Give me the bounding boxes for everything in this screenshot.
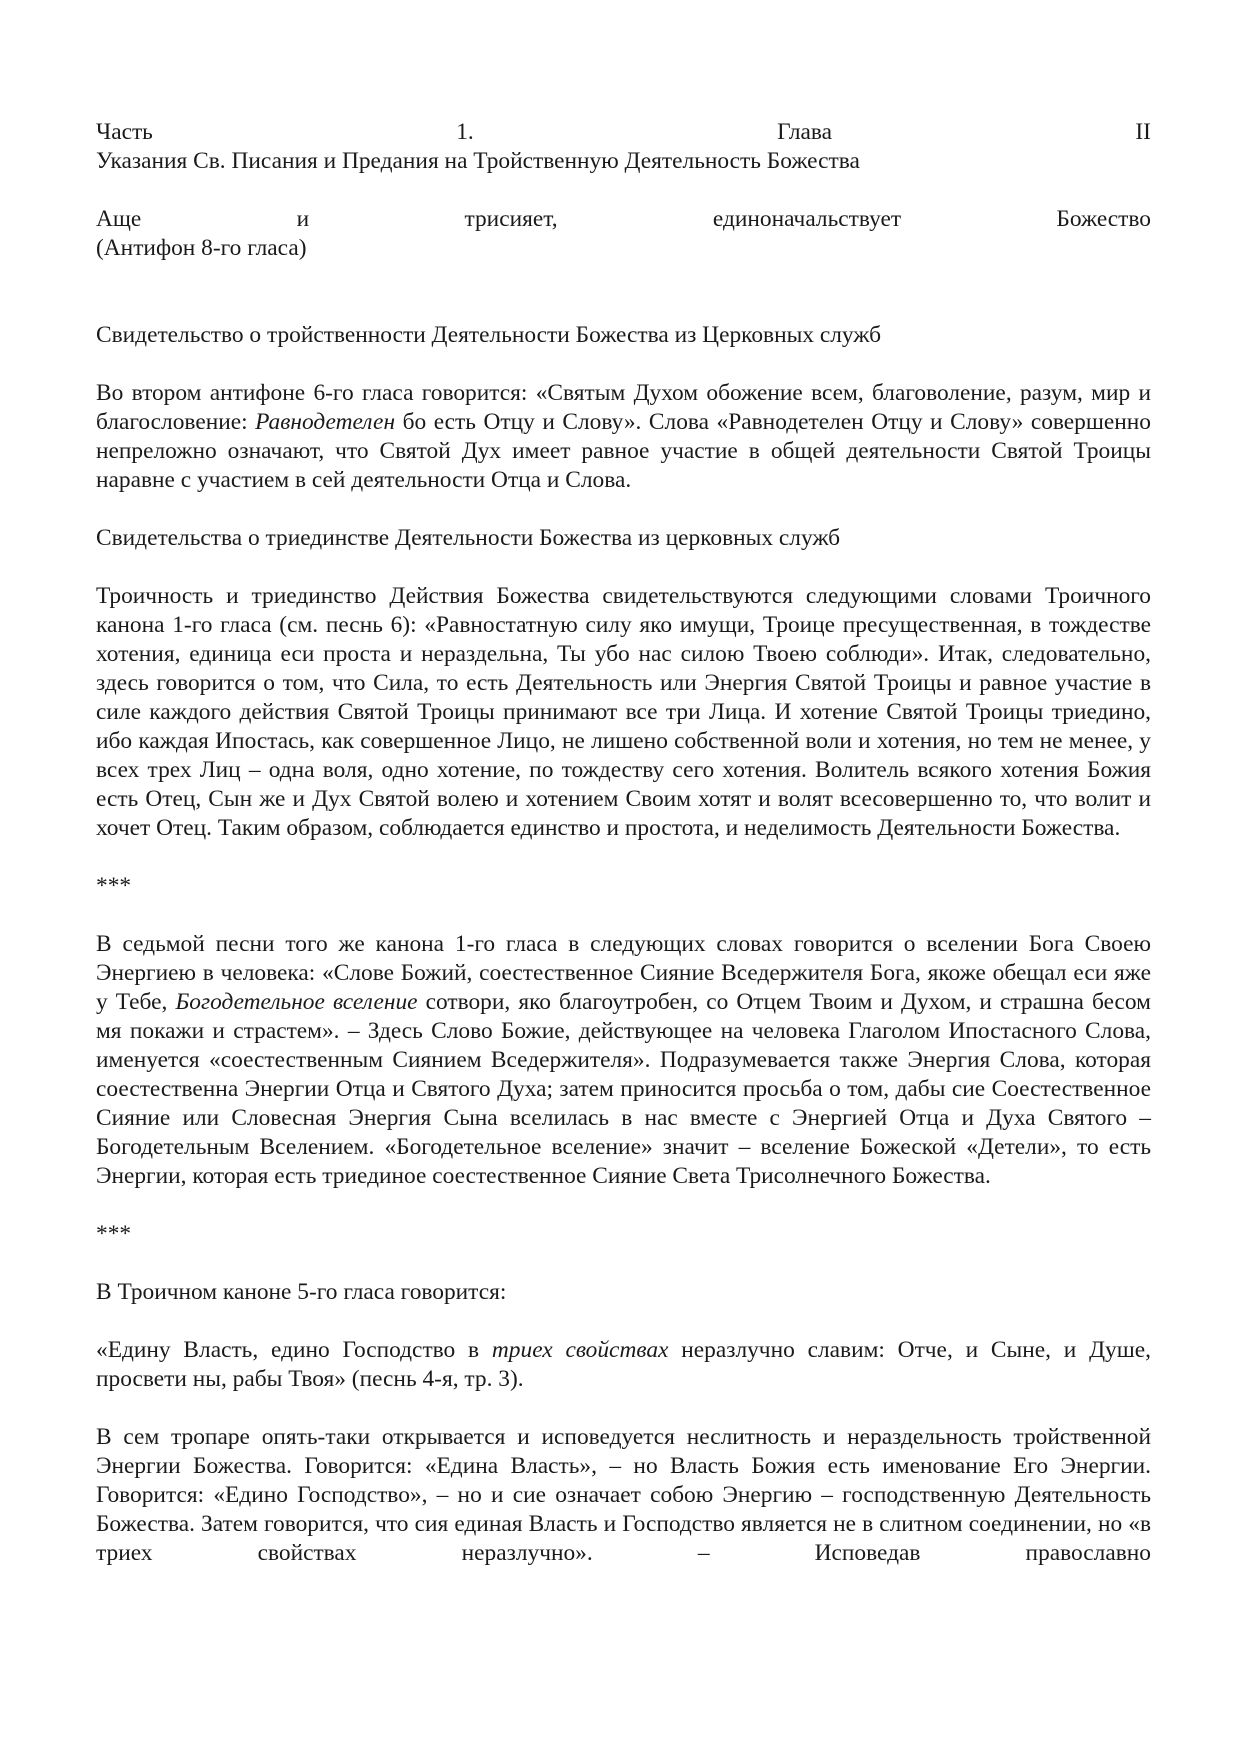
epigraph-word: и — [296, 206, 310, 232]
paragraph-5 — [96, 1336, 1151, 1394]
epigraph-word: единоначальствует — [712, 206, 902, 232]
paragraph-4: В Троичном каноне 5-го гласа говорится: — [96, 1279, 507, 1305]
paragraph-2: Троичность и триединство Действия Божества свидетельствуются следующими словами Троичного канона 1-го гласа (см. песнь 6): «Равностатную силу яко имущи, Троице пресущественная, в тождестве хотения, единица еси проста и нераздельна, Ты убо нас силою Твоею соблюди». Итак, следовательно, здесь говорится о том, что Сила, то есть Деятельность или Энергия Святой Троицы и равное участие в силе каждого действия Святой Троицы принимают все три Лица. И хотение Святой Троицы триедино, ибо каждая Ипостась, как совершенное Лицо, не лишено собственной воли и хотения, но тем не менее, у всех трех Лиц – одна воля, одно хотение, по тождеству сего хотения. Волитель всякого хотения Божия есть Отец, Сын же и Дух Святой волею и хотением Своим хотят и волят всесовершенно то, что волит и хочет Отец. Таким образом, соблюдается единство и простота, и неделимость Деятельности Божества. — [96, 583, 1151, 841]
chapter-heading — [96, 118, 1151, 147]
paragraph-3-text-a: В седьмой песни того же канона 1-го гласа в следующих словах говорится о вселении Бога Своею Энергиею в человека: «Слове Божий, соестественное Сияние Вседержителя Бога, якоже обещал еси яже у Тебе, — [96, 931, 1151, 1015]
paragraph-5-text-a: «Едину Власть, едино Господство в — [96, 1337, 492, 1363]
paragraph-1-text-a: Во втором антифоне 6-го гласа говорится: «Святым Духом обожение всем, благоволение, разум, мир и благословение: — [96, 380, 1151, 435]
paragraph-3-text-b: сотвори, яко благоутробен, со Отцем Твоим и Духом, и страшна бесом мя покажи и страстем». – Здесь Слово Божие, действующее на человека Глаголом Ипостасного Слова, именуется «соестественным Сиянием Вседержителя». Подразумевается также Энергия Слова, которая соестественна Энергии Отца и Святого Духа; затем приносится просьба о том, дабы сие Соестественное Сияние или Словесная Энергия Сына вселилась в нас вместе с Энергией Отца и Духа Святого – Богодетельным Вселением. «Богодетельное вселение» значит – вселение Божеской «Детели», то есть Энергии, которая есть триединое соестественное Сияние Света Трисолнечного Божества. — [96, 989, 1151, 1189]
epigraph-word: Божество — [1056, 206, 1151, 232]
document-page — [96, 118, 1151, 1568]
section-title-1: Свидетельство о тройственности Деятельности Божества из Церковных служб — [96, 322, 882, 348]
epigraph-word: Аще — [96, 206, 142, 232]
epigraph-source: (Антифон 8-го гласа) — [96, 235, 307, 261]
separator-1: *** — [96, 873, 132, 899]
paragraph-5-text-b: неразлучно славим: Отче, и Сыне, и Душе, просвети ны, рабы Твоя» (песнь 4-я, тр. 3). — [96, 1337, 1151, 1392]
paragraph-1-text-b: бо есть Отцу и Слову». Слова «Равнодетелен Отцу и Слову» совершенно непреложно означают, что Святой Дух имеет равное участие в общей деятельности Святой Троицы наравне с участием в сей деятельности Отца и Слова. — [96, 409, 1152, 493]
epigraph-word: трисияет, — [464, 206, 558, 232]
paragraph-3-italic: Богодетельное вселение — [175, 989, 418, 1015]
section-title-2: Свидетельства о триединстве Деятельности Божества из церковных служб — [96, 525, 841, 551]
separator-2: *** — [96, 1221, 132, 1247]
paragraph-1-italic: Равнодетелен — [255, 409, 396, 435]
paragraph-3 — [96, 930, 1151, 1191]
chapter-subtitle: Указания Св. Писания и Предания на Тройственную Деятельность Божества — [96, 148, 860, 174]
paragraph-5-italic: триех свойствах — [491, 1337, 669, 1363]
heading-word-chapter: Глава — [777, 119, 833, 145]
paragraph-6: В сем тропаре опять-таки открывается и исповедуется неслитность и нераздельность тройственной Энергии Божества. Говорится: «Едина Власть», – но Власть Божия есть именование Его Энергии. Говорится: «Едино Господство», – но и сие означает собою Энергию – господственную Деятельность Божества. Затем говорится, что сия единая Власть и Господство является не в слитном соединении, но «в триех свойствах неразлучно». – Исповедав православно — [96, 1424, 1151, 1566]
heading-word-number: 1. — [456, 119, 474, 145]
heading-word-part: Часть — [96, 119, 153, 145]
epigraph — [96, 205, 1151, 234]
paragraph-1 — [96, 379, 1151, 495]
heading-word-roman: II — [1135, 119, 1151, 145]
